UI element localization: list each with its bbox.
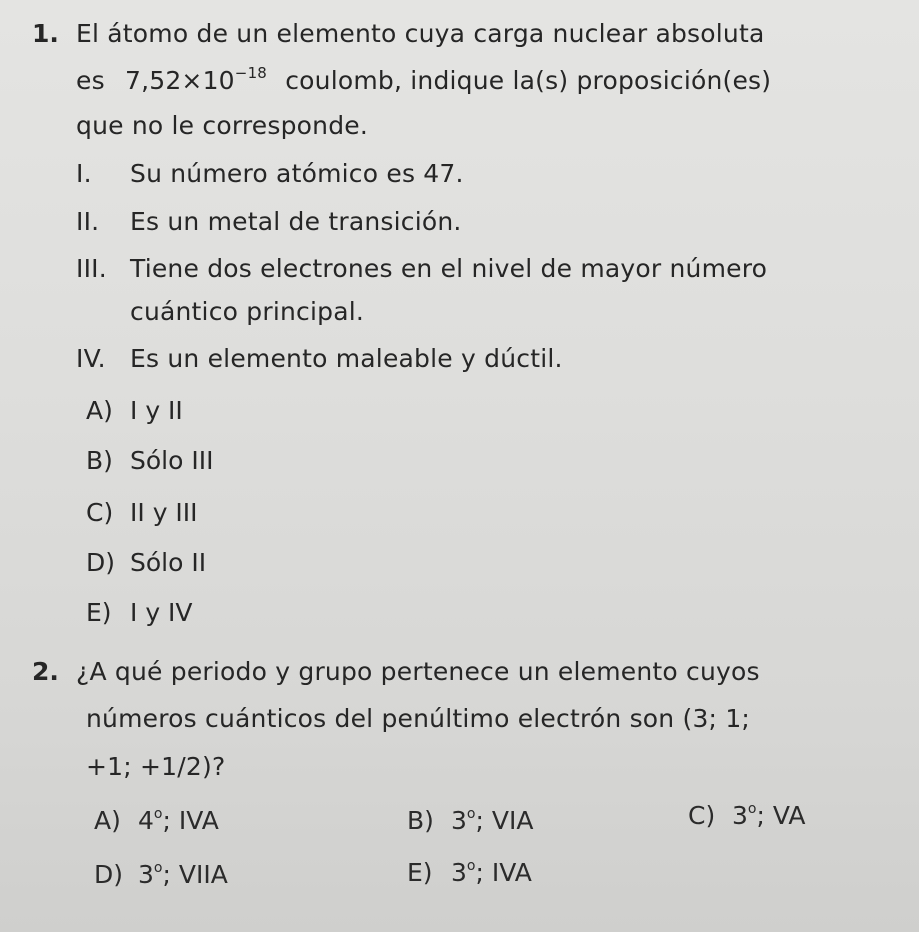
question-2-line-2: números cuánticos del penúltimo electrón son (3; 1; [86, 704, 751, 733]
proposition-2-text: Es un metal de transición. [130, 207, 462, 236]
q2-option-d[interactable] [94, 859, 228, 895]
q2-option-e-period: 3 [451, 858, 467, 887]
proposition-3-text: Tiene dos electrones en el nivel de mayor número [130, 254, 768, 283]
q2-option-b-ordinal: o [466, 806, 476, 822]
q2-option-a-ordinal: o [153, 806, 163, 822]
proposition-3 [76, 253, 767, 285]
proposition-4-numeral: IV. [76, 344, 106, 373]
q2-option-d-letter: D) [94, 860, 124, 889]
q2-option-b-letter: B) [407, 806, 434, 835]
question-1-number: 1. [32, 19, 59, 48]
q2-option-c[interactable] [688, 800, 805, 836]
q2-option-e-group: ; IVA [475, 858, 532, 887]
charge-exponent: −18 [234, 64, 268, 82]
q2-option-e-letter: E) [407, 858, 433, 887]
q2-option-e[interactable] [407, 857, 532, 893]
proposition-3-numeral: III. [76, 254, 107, 283]
q1-option-e-letter: E) [86, 598, 112, 627]
q2-option-d-period: 3 [138, 860, 154, 889]
proposition-2 [76, 206, 462, 238]
charge-mantissa: 7,52×10 [124, 66, 235, 95]
question-2-line-3: +1; +1/2)? [86, 752, 226, 781]
proposition-4 [76, 343, 563, 375]
q2-option-d-group: ; VIIA [162, 860, 228, 889]
q1-option-e-text: I y IV [130, 598, 193, 627]
q2-option-c-period: 3 [732, 801, 748, 830]
proposition-4-text: Es un elemento maleable y dúctil. [130, 344, 563, 373]
q2-option-d-ordinal: o [153, 860, 163, 876]
charge-value [125, 66, 267, 95]
q2-option-b[interactable] [407, 805, 533, 841]
q2-option-b-period: 3 [451, 806, 467, 835]
q1-option-b-letter: B) [86, 446, 113, 475]
q1-option-b-text: Sólo III [130, 446, 214, 475]
q1-option-d-text: Sólo II [130, 548, 207, 577]
q1-option-e[interactable] [86, 597, 193, 629]
proposition-1 [76, 158, 464, 190]
q1-option-c-text: II y III [130, 498, 198, 527]
question-1-line-2-suffix: coulomb, indique la(s) proposición(es) [285, 66, 772, 95]
question-1-line-2-prefix: es [76, 66, 105, 95]
question-2-number: 2. [32, 657, 59, 686]
question-2-line-1: ¿A qué periodo y grupo pertenece un elemento cuyos [76, 657, 760, 686]
q2-option-b-group: ; VIA [475, 806, 534, 835]
q1-option-b[interactable] [86, 445, 213, 477]
q2-option-c-ordinal: o [747, 801, 757, 817]
q1-option-d-letter: D) [86, 548, 116, 577]
q1-option-d[interactable] [86, 547, 206, 579]
question-1-line-2 [76, 65, 771, 100]
proposition-1-numeral: I. [76, 159, 92, 188]
q1-option-c-letter: C) [86, 498, 114, 527]
q2-option-a-period: 4 [138, 806, 154, 835]
q2-option-c-group: ; VA [756, 801, 806, 830]
proposition-3-continuation: cuántico principal. [130, 297, 365, 326]
q2-option-a-letter: A) [94, 806, 121, 835]
proposition-2-numeral: II. [76, 207, 100, 236]
q1-option-a[interactable] [86, 395, 183, 427]
q1-option-a-text: I y II [130, 396, 183, 425]
q1-option-a-letter: A) [86, 396, 113, 425]
q2-option-c-letter: C) [688, 801, 716, 830]
q2-option-a[interactable] [94, 805, 219, 841]
q2-option-e-ordinal: o [466, 858, 476, 874]
question-1-line-3: que no le corresponde. [76, 111, 369, 140]
proposition-1-text: Su número atómico es 47. [130, 159, 464, 188]
question-1-line-1: El átomo de un elemento cuya carga nuclear absoluta [76, 19, 765, 48]
q1-option-c[interactable] [86, 497, 198, 529]
q2-option-a-group: ; IVA [162, 806, 219, 835]
